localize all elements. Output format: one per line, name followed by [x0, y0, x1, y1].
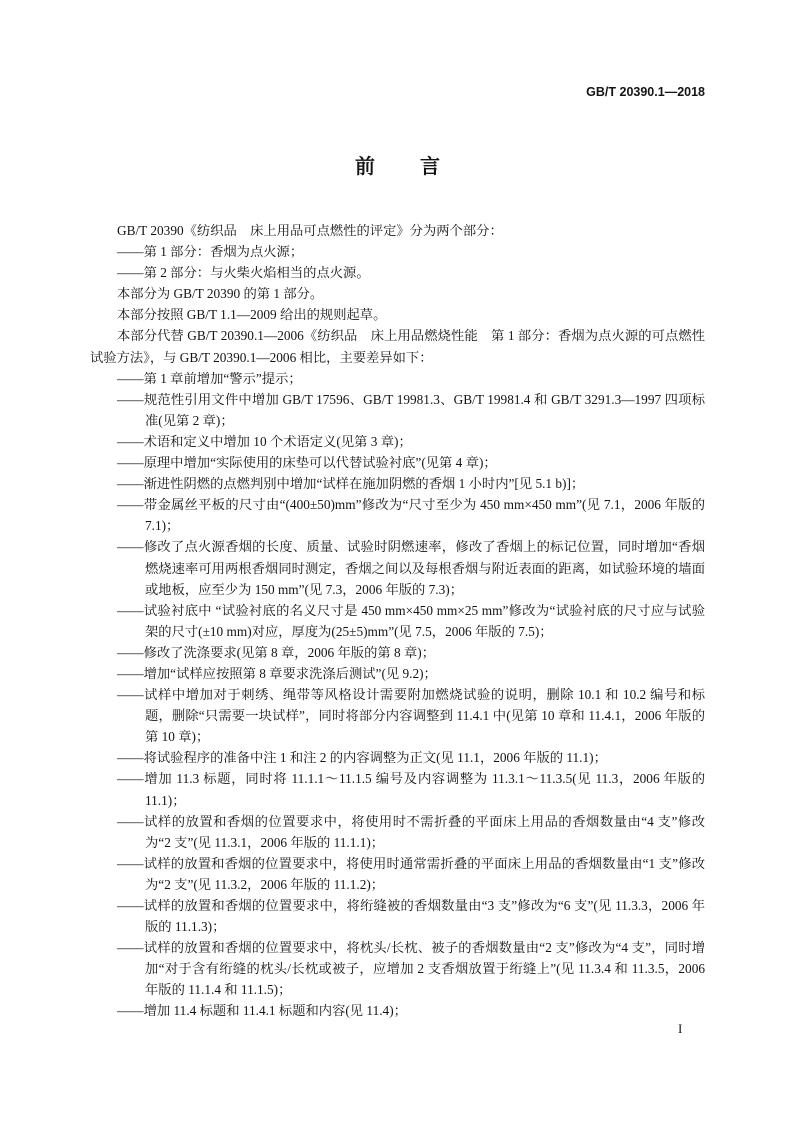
drafting-paragraph: 本部分按照 GB/T 1.1—2009 给出的规则起草。 — [117, 307, 387, 323]
foreword-body — [90, 220, 705, 1022]
change-list-item: ——术语和定义中增加 10 个术语定义(见第 3 章)； — [117, 433, 412, 449]
change-list-item: ——试样中增加对于刺绣、绳带等风格设计需要附加燃烧试验的说明，删除 10.1 和 10.2 编号和标题，删除“只需要一块试样”，同时将部分内容调整到 11.4.1 中(见第 10 章和 11.4.1，2006 年版的第 10 章)； — [117, 687, 705, 745]
change-list-item: ——增加“试样应按照第 8 章要求洗涤后测试”(见 9.2)； — [117, 665, 437, 681]
change-list-item: ——试样的放置和香烟的位置要求中，将绗缝被的香烟数量由“3 支”修改为“6 支”(见 11.3.3，2006 年版的 11.1.3)； — [117, 898, 705, 935]
change-list-item: ——增加 11.4 标题和 11.4.1 标题和内容(见 11.4)； — [117, 1003, 407, 1019]
change-list-item: ——将试验程序的准备中注 1 和注 2 的内容调整为正文(见 11.1，2006 年版的 11.1)； — [117, 750, 607, 766]
change-list-item: ——第 1 章前增加“警示”提示； — [117, 370, 302, 386]
change-list-item: ——试样的放置和香烟的位置要求中，将枕头/长枕、被子的香烟数量由“2 支”修改为“4 支”，同时增加“对于含有绗缝的枕头/长枕或被子，应增加 2 支香烟放置于绗缝上”(见 11.3.4 和 11.3.5，2006 年版的 11.1.4 和 11.1.5)； — [117, 940, 705, 998]
change-list-item: ——原理中增加“实际使用的床垫可以代替试验衬底”(见第 4 章)； — [117, 455, 497, 471]
scope-paragraph: 本部分为 GB/T 20390 的第 1 部分。 — [117, 286, 324, 302]
intro-paragraph: GB/T 20390《纺织品 床上用品可点燃性的评定》分为两个部分： — [117, 223, 503, 238]
change-list-item: ——渐进性阴燃的点燃判别中增加“试样在施加阴燃的香烟 1 小时内”[见 5.1 b)]； — [117, 476, 585, 492]
part-list-item: ——第 1 部分：香烟为点火源； — [117, 244, 304, 260]
page-title: 前言 — [355, 154, 485, 178]
change-list-item: ——规范性引用文件中增加 GB/T 17596、GB/T 19981.3、GB/T 19981.4 和 GB/T 3291.3—1997 四项标准(见第 2 章)； — [117, 391, 705, 428]
change-list-item: ——带金属丝平板的尺寸由“(400±50)mm”修改为“尺寸至少为 450 mm×450 mm”(见 7.1，2006 年版的 7.1)； — [117, 497, 705, 534]
change-list-item: ——试样的放置和香烟的位置要求中，将使用时不需折叠的平面床上用品的香烟数量由“4 支”修改为“2 支”(见 11.3.1，2006 年版的 11.1.1)； — [117, 813, 705, 850]
change-list-item: ——修改了点火源香烟的长度、质量、试验时阴燃速率，修改了香烟上的标记位置，同时增加“香烟燃烧速率可用两根香烟同时测定，香烟之间以及每根香烟与附近表面的距离，如试验环境的墙面或地板，应至少为 150 mm”(见 7.3，2006 年版的 7.3)； — [117, 539, 705, 597]
change-list-item: ——修改了洗涤要求(见第 8 章，2006 年版的第 8 章)； — [117, 644, 436, 660]
change-list-item: ——增加 11.3 标题，同时将 11.1.1～11.1.5 编号及内容调整为 11.3.1～11.3.5(见 11.3，2006 年版的 11.1)； — [117, 771, 705, 808]
page-number: I — [678, 1021, 683, 1036]
change-list-item: ——试样的放置和香烟的位置要求中，将使用时通常需折叠的平面床上用品的香烟数量由“1 支”修改为“2 支”(见 11.3.2，2006 年版的 11.1.2)； — [117, 855, 705, 892]
standard-number: GB/T 20390.1—2018 — [586, 85, 705, 99]
replacement-paragraph: 本部分代替 GB/T 20390.1—2006《纺织品 床上用品燃烧性能 第 1 部分：香烟为点火源的可点燃性试验方法》，与 GB/T 20390.1—2006 相比，主要差异如下： — [90, 328, 705, 365]
change-list-item: ——试验衬底中 “试验衬底的名义尺寸是 450 mm×450 mm×25 mm”修改为“试验衬底的尺寸应与试验架的尺寸(±10 mm)对应，厚度为(25±5)mm”(见 7.5，2006 年版的 7.5)； — [117, 602, 705, 639]
part-list-item: ——第 2 部分：与火柴火焰相当的点火源。 — [117, 265, 370, 281]
